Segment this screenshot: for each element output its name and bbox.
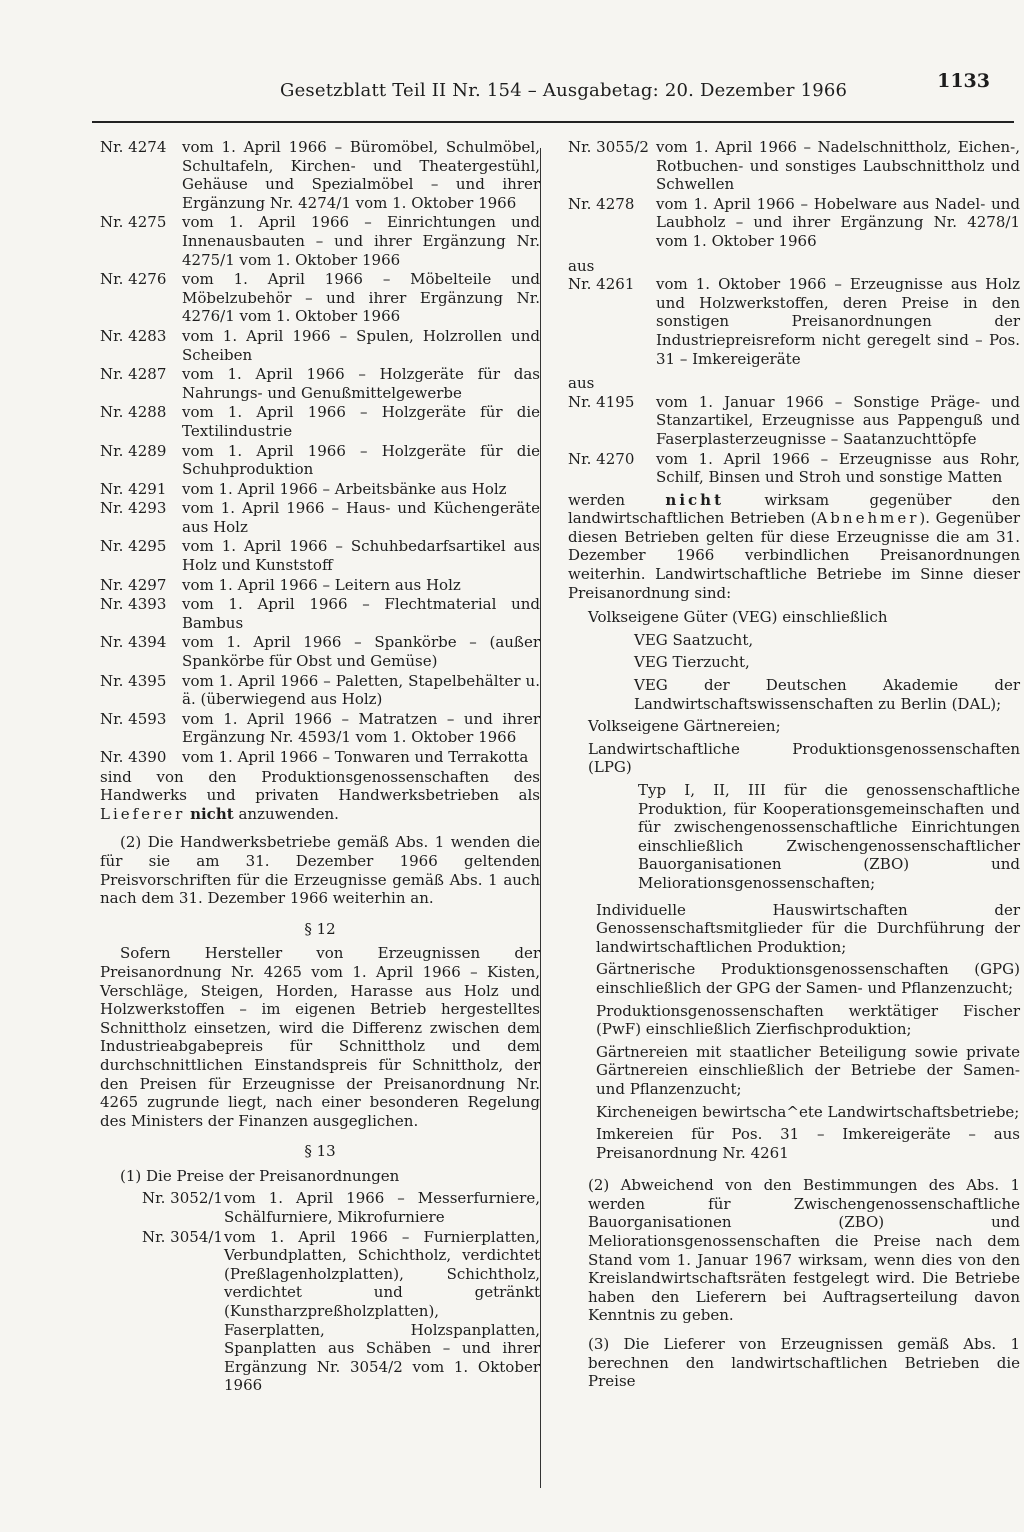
right-paragraph-2: (2) Abweichend von den Bestimmungen des Abs. 1 werden für Zwischengenossenschaftliche Bauorganisationen (ZBO) und Meliorationsgenossenschaften die Preise nach dem Stand vom 1. Januar 1967 wirksam, wenn dies von den Kreislandwirtschaftsräten festgelegt wird. Die Betriebe haben den Lieferern bei Auftragserteilung davon Kenntnis zu geben. xyxy=(588,1176,1020,1325)
aus-label-1: aus xyxy=(568,256,595,275)
entry-text: vom 1. April 1966 – Arbeitsbänke aus Holz xyxy=(182,479,507,498)
entry-text: vom 1. April 1966 – Leitern aus Holz xyxy=(182,575,461,594)
entry-row xyxy=(568,195,1020,251)
entry-text: vom 1. April 1966 – Nadelschnittholz, Eichen-, Rotbuchen- und sonstiges Laubschnittholz und Schwellen xyxy=(656,138,1020,194)
farm-type-item: Individuelle Hauswirtschaften der Genossenschaftsmitglieder für die Durchführung der landwirtschaftlichen Produktion; xyxy=(596,900,1020,956)
lpg-detail: Typ I, II, III für die genossenschaftliche Produktion, für Kooperationsgemeinschaften und für zwischengenossenschaftliche Einrichtungen einschließlich Zwischengenossenschaftlicher Bauorganisationen (ZBO) und Meliorationsgenossenschaften; xyxy=(638,781,1020,892)
page-number: 1133 xyxy=(937,70,990,92)
closing-paragraph xyxy=(100,768,540,824)
column-divider xyxy=(540,148,541,1488)
entry-text: vom 1. April 1966 – Holzgeräte für das Nahrungs- und Genußmittelgewerbe xyxy=(182,365,540,402)
farm-type-list xyxy=(568,901,1020,1163)
entry-text: vom 1. April 1966 – Möbelteile und Möbelzubehör – und ihrer Ergänzung Nr. 4276/1 vom 1. Oktober 1966 xyxy=(182,270,540,326)
werden-paragraph xyxy=(568,491,1020,603)
entry-row xyxy=(100,327,540,364)
entry-number: Nr. 3054/1 xyxy=(142,1227,223,1246)
farm-type-item: Produktionsgenossenschaften werktätiger Fischer (PwF) einschließlich Zierfischproduktion; xyxy=(596,1001,1020,1039)
veg-item: VEG Tierzucht, xyxy=(634,653,750,672)
entry-number: Nr. 4275 xyxy=(100,213,167,232)
right-entry-list xyxy=(568,138,1020,251)
right-entry-list-b xyxy=(568,393,1020,487)
entry-text: vom 1. April 1966 – Büromöbel, Schulmöbel, Schultafeln, Kirchen- und Theatergestühl, Gehäuse und Spezialmöbel – und ihrer Ergänzung Nr. 4274/1 vom 1. Oktober 1966 xyxy=(182,138,540,212)
left-entry-list xyxy=(100,138,540,767)
entry-row xyxy=(100,442,540,479)
entry-row xyxy=(100,480,540,499)
section-13-entry-list xyxy=(100,1189,540,1395)
farm-type-item: Gärtnereien mit staatlicher Beteiligung sowie private Gärtnereien einschließlich der Betriebe der Samen- und Pflanzenzucht; xyxy=(596,1042,1020,1098)
entry-number: Nr. 3055/2 xyxy=(568,138,649,156)
aus-label-2: aus xyxy=(568,374,595,393)
entry-row xyxy=(142,1189,540,1226)
veg-item: VEG Saatzucht, xyxy=(634,630,754,649)
farm-type-item: Gärtnerische Produktionsgenossenschaften (GPG) einschließlich der GPG der Samen- und Pflanzenzucht; xyxy=(596,960,1020,997)
entry-number: Nr. 4274 xyxy=(100,138,167,156)
entry-text: vom 1. April 1966 – Erzeugnisse aus Rohr, Schilf, Binsen und Stroh und sonstige Matten xyxy=(656,449,1020,487)
left-column xyxy=(100,138,540,1396)
closing-lieferer: Lieferer xyxy=(100,804,186,823)
entry-text: vom 1. April 1966 – Furnierplatten, Verbundplatten, Schichtholz, verdichtet (Preßlagenholzplatten), Schichtholz, verdichtet und getränkt (Kunstharzpreßholzplatten), Faserplatten, Holzspanplatten, Spanplatten aus Schäben – und ihrer Ergänzung Nr. 3054/2 vom 1. Oktober 1966 xyxy=(224,1227,540,1395)
entry-text: vom 1. April 1966 – Paletten, Stapelbehälter u. ä. (überwiegend aus Holz) xyxy=(182,671,540,709)
section-12-heading: § 12 xyxy=(304,919,336,938)
entry-text: vom 1. April 1966 – Einrichtungen und Innenausbauten – und ihrer Ergänzung Nr. 4275/1 vom 1. Oktober 1966 xyxy=(182,213,540,269)
werden-text-3: ). Gegenüber diesen Betrieben gelten für diese Erzeugnisse die am 31. Dezember 1966 verbindlichen Preisanordnungen weiterhin. Landwirtschaftliche Betriebe im Sinne dieser Preisanordnung sind: xyxy=(568,509,1020,602)
entry-number: Nr. 4195 xyxy=(568,392,635,411)
entry-row xyxy=(100,748,540,767)
entry-number: Nr. 4261 xyxy=(568,275,635,294)
lpg-heading: Landwirtschaftliche Produktionsgenossenschaften (LPG) xyxy=(588,739,1020,777)
page-header xyxy=(280,70,1020,110)
entry-row xyxy=(100,710,540,747)
veg-heading: Volkseigene Güter (VEG) einschließlich xyxy=(588,608,888,627)
entry-row xyxy=(100,537,540,574)
entry-number: Nr. 4291 xyxy=(100,479,167,498)
entry-row xyxy=(568,393,1020,449)
section-12-paragraph: Sofern Hersteller von Erzeugnissen der Preisanordnung Nr. 4265 vom 1. April 1966 – Kisten, Verschläge, Steigen, Horden, Harasse aus Holz und Holzwerkstoffen – im eigenen Betrieb hergestelltes Schnittholz einsetzen, wird die Differenz zwischen dem Industrieabgabepreis für Schnittholz und dem durchschnittlichen Einstandspreis für Schnittholz, der den Preisen für Erzeugnisse der Preisanordnung Nr. 4265 zugrunde liegt, nach einer besonderen Regelung des Ministers der Finanzen ausgeglichen. xyxy=(100,944,540,1130)
header-title: Gesetzblatt Teil II Nr. 154 – Ausgabetag: 20. Dezember 1966 xyxy=(280,80,848,101)
entry-text: vom 1. April 1966 – Matratzen – und ihrer Ergänzung Nr. 4593/1 vom 1. Oktober 1966 xyxy=(182,709,540,747)
closing-nicht: nicht xyxy=(190,804,234,823)
entry-row xyxy=(100,595,540,632)
entry-row xyxy=(100,576,540,595)
closing-text-2: anzuwenden. xyxy=(238,804,339,823)
entry-text: vom 1. April 1966 – Spankörbe – (außer Spankörbe für Obst und Gemüse) xyxy=(182,633,540,671)
entry-number: Nr. 3052/1 xyxy=(142,1189,223,1208)
entry-row xyxy=(568,450,1020,487)
left-paragraph-2: (2) Die Handwerksbetriebe gemäß Abs. 1 wenden die für sie am 31. Dezember 1966 geltenden Preisvorschriften für die Erzeugnisse gemäß Abs. 1 auch nach dem 31. Dezember 1966 weiterhin an. xyxy=(100,833,540,908)
entry-text: vom 1. April 1966 – Spulen, Holzrollen und Scheiben xyxy=(182,326,540,364)
entry-text: vom 1. Januar 1966 – Sonstige Präge- und Stanzartikel, Erzeugnisse aus Pappenguß und Faserplasterzeugnisse – Saatanzuchttöpfe xyxy=(656,392,1020,448)
veg-item: VEG der Deutschen Akademie der Landwirtschaftswissenschaften zu Berlin (DAL); xyxy=(634,676,1020,713)
entry-number: Nr. 4287 xyxy=(100,365,167,384)
entry-text: vom 1. April 1966 – Holzgeräte für die Schuhproduktion xyxy=(182,441,540,479)
section-13-intro: (1) Die Preise der Preisanordnungen xyxy=(120,1166,400,1185)
entry-number: Nr. 4295 xyxy=(100,537,167,556)
entry-text: vom 1. April 1966 – Hobelware aus Nadel- und Laubholz – und ihrer Ergänzung Nr. 4278/1 vom 1. Oktober 1966 xyxy=(656,194,1020,250)
entry-number: Nr. 4297 xyxy=(100,575,167,594)
entry-row xyxy=(100,633,540,670)
entry-number: Nr. 4395 xyxy=(100,671,167,690)
entry-row xyxy=(142,1228,540,1395)
werden-nicht: nicht xyxy=(665,490,724,509)
entry-text: vom 1. April 1966 – Schuhbedarfsartikel aus Holz und Kunststoff xyxy=(182,537,540,575)
gaertnereien-item: Volkseigene Gärtnereien; xyxy=(588,717,781,736)
right-column xyxy=(568,138,1020,1391)
closing-text-1: sind von den Produktionsgenossenschaften des Handwerks und privaten Handwerksbetrieben als xyxy=(100,767,540,805)
entry-text: vom 1. Oktober 1966 – Erzeugnisse aus Holz und Holzwerkstoffen, deren Preise in den sonstigen Preisanordnungen der Industriepreisreform nicht geregelt sind – Pos. 31 – Imkereigeräte xyxy=(656,275,1020,368)
entry-row xyxy=(100,365,540,402)
entry-number: Nr. 4293 xyxy=(100,499,167,518)
entry-text: vom 1. April 1966 – Flechtmaterial und Bambus xyxy=(182,595,540,632)
entry-text: vom 1. April 1966 – Holzgeräte für die Textilindustrie xyxy=(182,403,540,440)
section-13-heading: § 13 xyxy=(304,1142,336,1161)
entry-number: Nr. 4593 xyxy=(100,709,167,728)
entry-row xyxy=(100,403,540,440)
entry-row xyxy=(100,499,540,536)
entry-text: vom 1. April 1966 – Messerfurniere, Schälfurniere, Mikrofurniere xyxy=(224,1189,540,1227)
entry-row xyxy=(100,138,540,212)
werden-text-2: wirksam gegenüber den landwirtschaftlichen Betrieben ( xyxy=(568,490,1020,528)
entry-number: Nr. 4394 xyxy=(100,633,167,652)
entry-number: Nr. 4283 xyxy=(100,326,167,345)
farm-type-item: Kircheneigen bewirtscha^ete Landwirtschaftsbetriebe; xyxy=(596,1102,1020,1121)
werden-abnehmer: Abnehmer xyxy=(816,509,920,528)
entry-row xyxy=(100,213,540,269)
entry-text: vom 1. April 1966 – Tonwaren und Terrakotta xyxy=(182,748,529,766)
entry-number: Nr. 4276 xyxy=(100,270,167,289)
right-paragraph-3: (3) Die Lieferer von Erzeugnissen gemäß Abs. 1 berechnen den landwirtschaftlichen Betrieben die Preise xyxy=(588,1335,1020,1391)
entry-number: Nr. 4278 xyxy=(568,194,635,213)
entry-number: Nr. 4289 xyxy=(100,441,167,460)
entry-number: Nr. 4270 xyxy=(568,449,635,468)
entry-number: Nr. 4288 xyxy=(100,403,167,422)
entry-4261 xyxy=(568,275,1020,368)
werden-text-1: werden xyxy=(568,490,626,509)
entry-row xyxy=(568,138,1020,194)
entry-number: Nr. 4390 xyxy=(100,748,167,766)
header-rule xyxy=(92,121,1014,123)
entry-row xyxy=(100,672,540,709)
veg-list xyxy=(568,631,1020,713)
entry-text: vom 1. April 1966 – Haus- und Küchengeräte aus Holz xyxy=(182,499,540,536)
farm-type-item: Imkereien für Pos. 31 – Imkereigeräte – aus Preisanordnung Nr. 4261 xyxy=(596,1125,1020,1162)
entry-number: Nr. 4393 xyxy=(100,595,167,614)
entry-row xyxy=(100,270,540,326)
